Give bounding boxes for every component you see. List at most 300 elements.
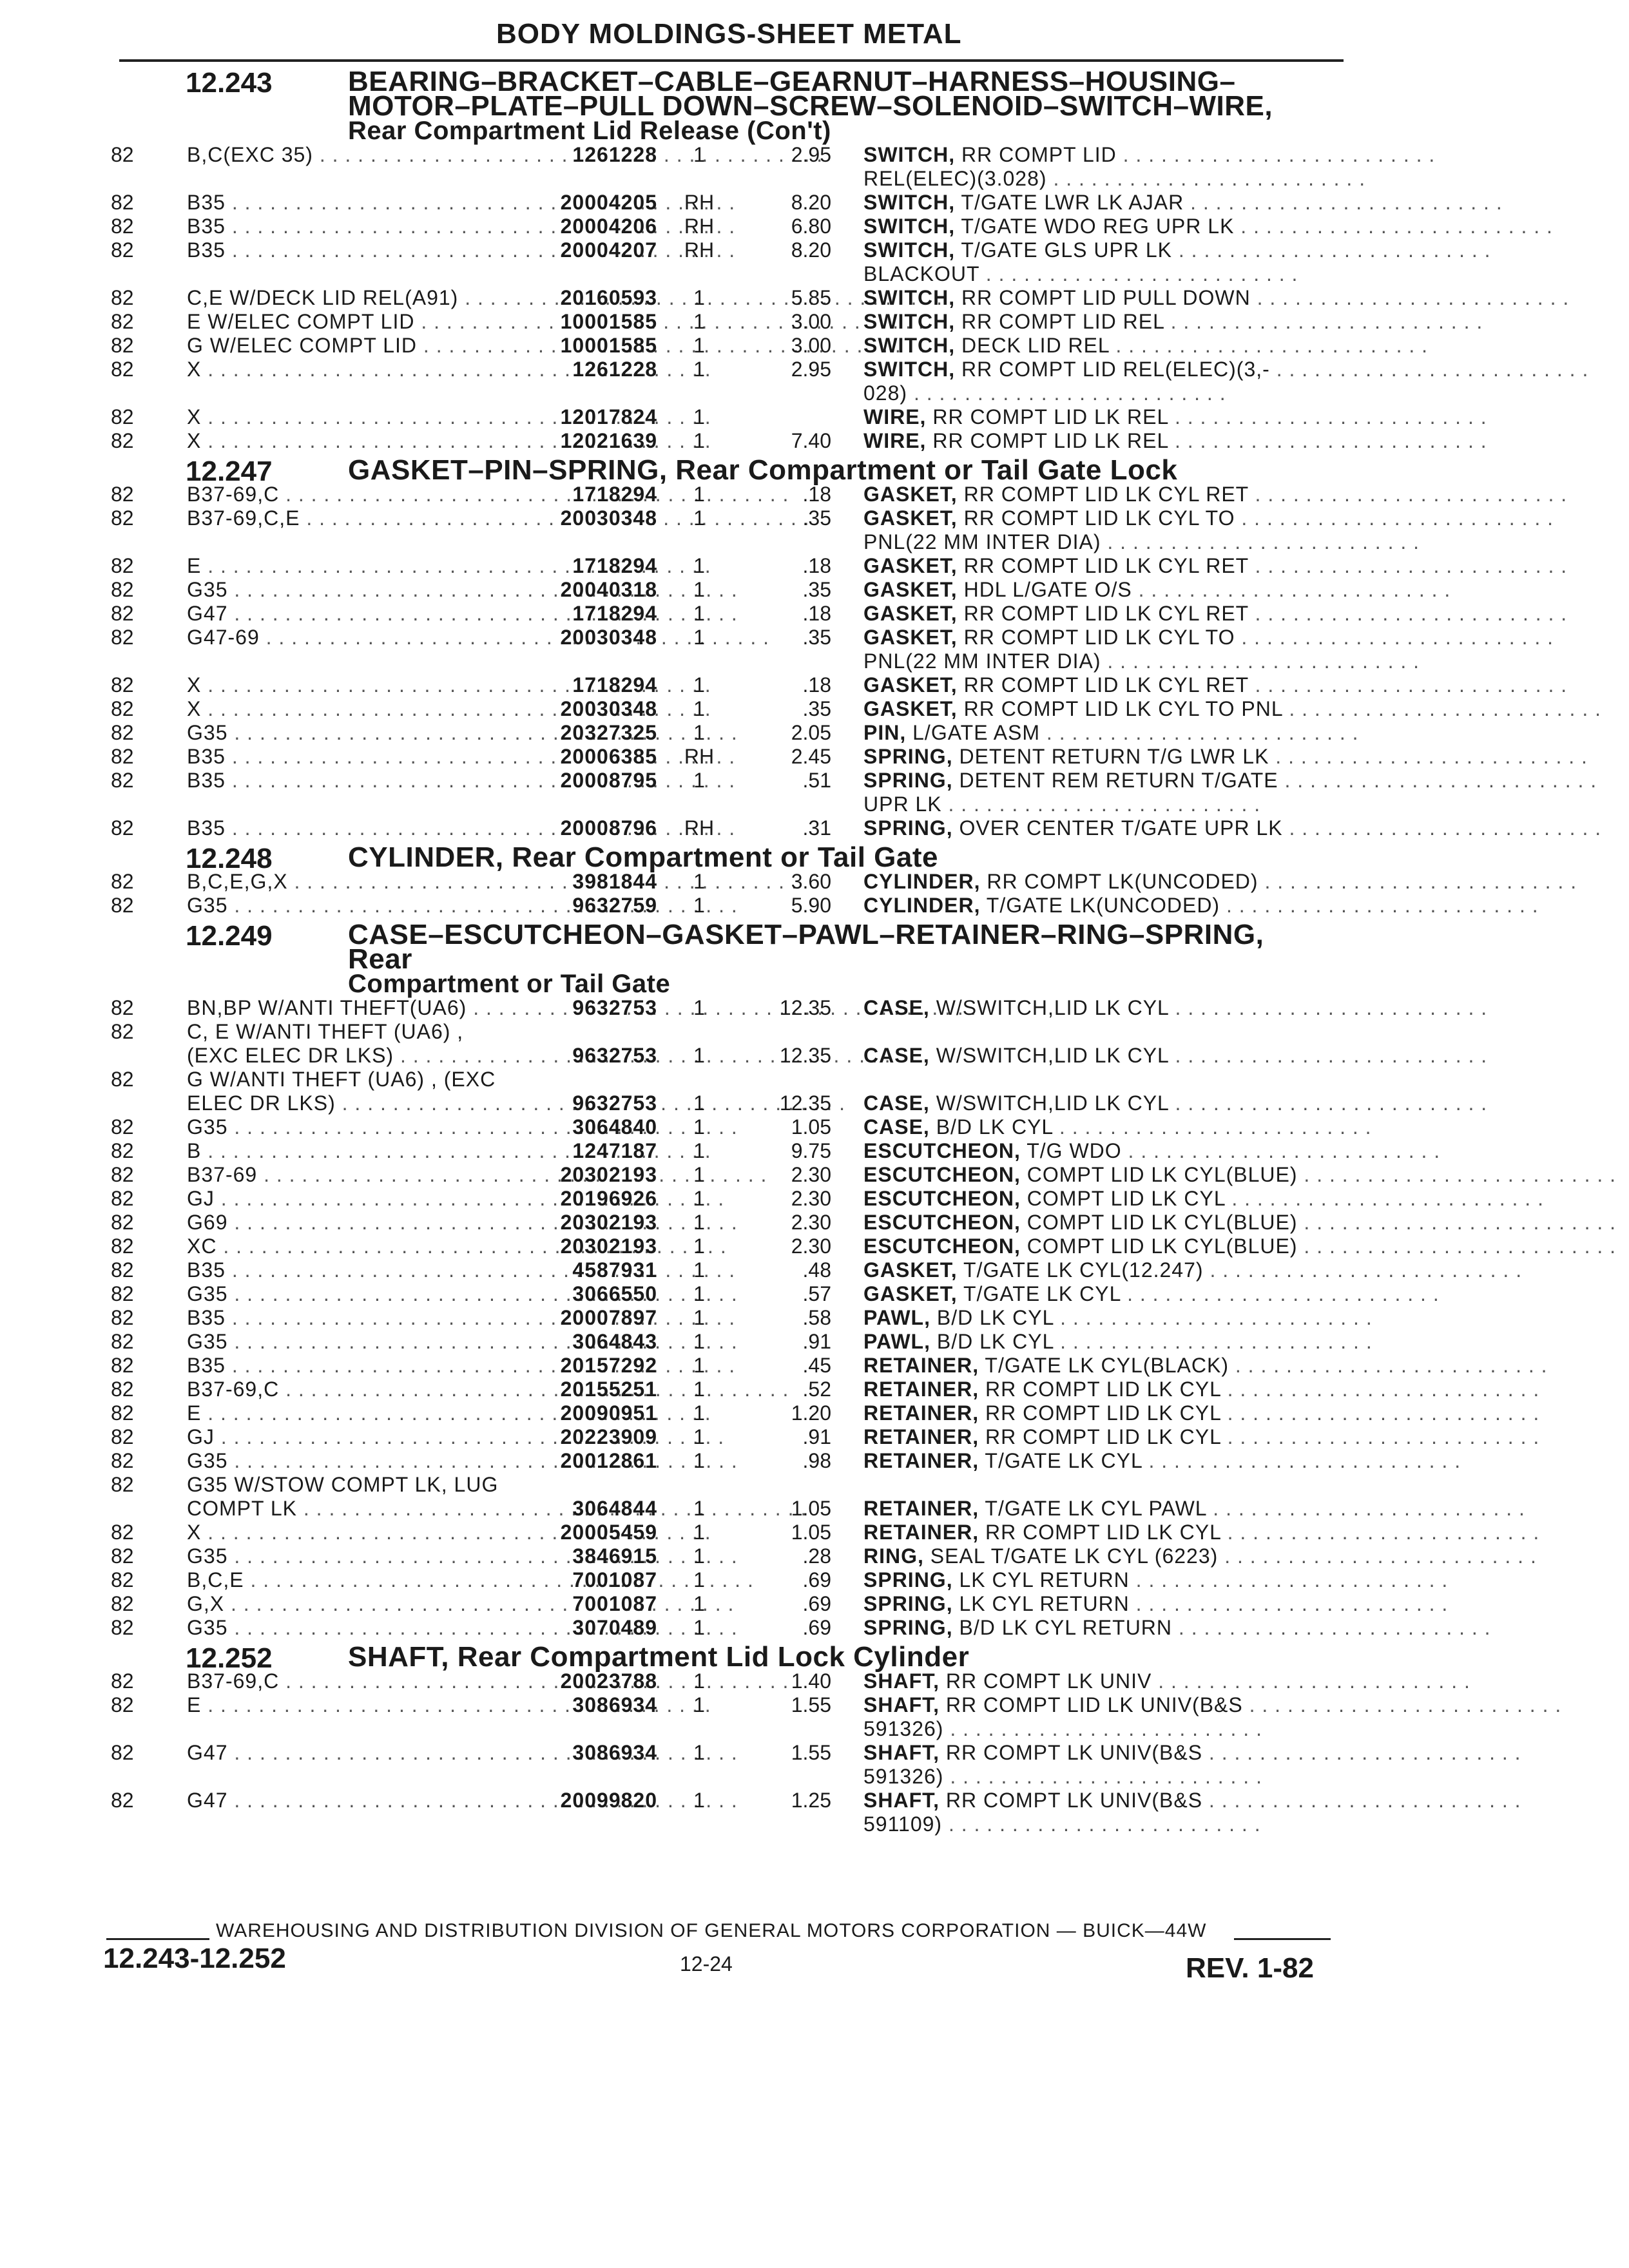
part-description-text: T/GATE GLS UPR LK — [961, 238, 1172, 262]
section-title — [348, 841, 1327, 873]
price: .35 — [802, 697, 831, 720]
quantity: 1 — [693, 1425, 705, 1448]
part-number: 3064840 — [572, 1115, 657, 1139]
part-name: RETAINER, — [863, 1425, 979, 1448]
section-subtitle: Compartment or Tail Gate — [348, 970, 671, 998]
parts-row-continuation — [0, 1812, 1629, 1836]
parts-row — [0, 1473, 1629, 1497]
part-description-text: UPR LK — [863, 793, 942, 816]
part-description — [863, 1693, 1562, 1717]
part-name: SWITCH, — [863, 215, 956, 238]
leader-dots: . . . . . . . . . . . . . . . . . . . . . . . . . — [942, 1812, 1261, 1836]
price: .48 — [802, 1258, 831, 1282]
part-description-text: RR COMPT LID REL(ELEC)(3,- — [961, 358, 1270, 381]
leader-dots: . . . . . . . . . . . . . . . . . . . . . . . . . — [1129, 1568, 1449, 1591]
quantity: 1 — [693, 1235, 705, 1258]
quantity: 1 — [693, 1693, 705, 1716]
quantity: 1 — [693, 1669, 705, 1693]
parts-row — [0, 334, 1629, 358]
model-application: C, E W/ANTI THEFT (UA6) , — [187, 1020, 464, 1043]
header-rule — [119, 59, 1344, 62]
quantity: RH — [684, 238, 715, 262]
quantity: 1 — [693, 506, 705, 530]
price: 3.60 — [791, 870, 831, 893]
parts-row — [0, 1425, 1629, 1449]
part-description-text: RR COMPT LID LK CYL RET — [963, 554, 1249, 577]
quantity: 1 — [693, 1091, 705, 1115]
leader-dots: . . . . . . . . . . . . . . . . . . . . . . . . . — [1121, 1282, 1440, 1305]
quantity: 1 — [693, 1115, 705, 1139]
model-application: G35 . . . — [187, 894, 522, 918]
part-description-text: 591326) — [863, 1765, 944, 1788]
leader-dots: . . . . . . . . . . . . . . . . . . . . . . . . . — [1206, 1497, 1525, 1520]
model-year: 82 — [111, 191, 134, 214]
leader-dots: . . . . . . . . . . . . . . . . . . . . . . . . . — [1258, 870, 1577, 893]
part-name: CASE, — [863, 1115, 930, 1139]
model-year: 82 — [111, 697, 134, 720]
leader-dots: . . . . . . . . . . . . . . . . . . . . . . . . . — [1054, 1330, 1373, 1353]
part-number: 10001585 — [560, 334, 657, 357]
model-year: 82 — [111, 1068, 134, 1091]
price: 1.40 — [791, 1669, 831, 1693]
model-application: X . . . — [187, 1521, 522, 1544]
part-description — [863, 602, 1568, 626]
model-application: G35 . . . — [187, 721, 522, 745]
part-description — [863, 483, 1568, 506]
leader-dots: . . . . . . . . . . . . . . . . . . . . . . . . . — [1168, 1091, 1488, 1115]
leader-dots: . . . . . . . . . . . . . . . . . . . . . . . . . — [1234, 215, 1553, 238]
parts-row — [0, 429, 1629, 453]
part-description-text: RR COMPT LID PULL DOWN — [961, 286, 1251, 309]
parts-row — [0, 816, 1629, 840]
model-application: E . . . — [187, 1401, 522, 1425]
leader-dots: . . . . . . . . . . . . . . . . . . . . . . . . . — [907, 381, 1226, 405]
leader-dots: . . . . . . . . . . . . . . . . . . . . . . . . . — [1172, 1616, 1491, 1639]
section-number: 12.248 — [186, 843, 273, 874]
part-description — [863, 1139, 1441, 1163]
part-number: 3064844 — [572, 1497, 657, 1520]
part-number: 20005459 — [560, 1521, 657, 1544]
part-name: SWITCH, — [863, 238, 956, 262]
part-description — [863, 143, 1436, 167]
part-description — [863, 578, 1451, 602]
model-year: 82 — [111, 143, 134, 166]
model-year: 82 — [111, 1789, 134, 1812]
model-application: G35 . . . — [187, 1330, 522, 1354]
part-description — [863, 673, 1568, 697]
part-description-text: DETENT RETURN T/G LWR LK — [959, 745, 1269, 768]
part-number: 20030348 — [560, 626, 657, 649]
part-description-text: RR COMPT LID LK CYL TO — [963, 626, 1235, 649]
model-application: G35 . . . — [187, 1449, 522, 1473]
model-application: G35 . . . — [187, 1115, 522, 1139]
model-application: B35 . . . — [187, 745, 522, 769]
part-number: 3086934 — [572, 1741, 657, 1764]
model-year: 82 — [111, 1616, 134, 1639]
model-application: G W/ANTI THEFT (UA6) , (EXC — [187, 1068, 496, 1091]
model-year: 82 — [111, 894, 134, 917]
model-year: 82 — [111, 1306, 134, 1329]
part-number: 20155251 — [560, 1378, 657, 1401]
part-number: 12017824 — [560, 405, 657, 428]
part-name: SWITCH, — [863, 310, 956, 333]
part-description-text: RR COMPT LID LK UNIV(B&S — [945, 1693, 1243, 1716]
part-description — [863, 1812, 1327, 1836]
model-application: B,C(EXC 35) . . . — [187, 143, 522, 167]
price: 12.35 — [779, 996, 831, 1019]
price: 1.05 — [791, 1115, 831, 1139]
model-year: 82 — [111, 1187, 134, 1210]
part-name: GASKET, — [863, 578, 958, 601]
leader-dots: . . . . . . . . . . . . . . . . . . . . . . . . . — [943, 1765, 1262, 1788]
parts-row — [0, 1789, 1629, 1812]
part-description — [863, 626, 1554, 649]
quantity: 1 — [693, 1187, 705, 1210]
part-description-text: COMPT LID LK CYL(BLUE) — [1027, 1235, 1298, 1258]
part-name: ESCUTCHEON, — [863, 1235, 1021, 1258]
price: .18 — [802, 483, 831, 506]
model-application: B35 . . . — [187, 769, 522, 793]
part-name: CASE, — [863, 1044, 930, 1067]
quantity: 1 — [693, 1378, 705, 1401]
part-name: GASKET, — [863, 1258, 958, 1282]
model-year: 82 — [111, 1473, 134, 1496]
price: .69 — [802, 1592, 831, 1615]
part-description — [863, 816, 1602, 840]
parts-row — [0, 673, 1629, 697]
part-name: SWITCH, — [863, 334, 956, 357]
parts-row-continuation — [0, 530, 1629, 554]
parts-row — [0, 215, 1629, 238]
leader-dots: . . . . . . . . . . . . . . . . . . . . . . . . . — [1269, 358, 1589, 381]
quantity: 1 — [693, 286, 705, 309]
part-description — [863, 1163, 1617, 1187]
part-number: 7001087 — [572, 1592, 657, 1615]
parts-row — [0, 1741, 1629, 1765]
part-name: SWITCH, — [863, 191, 956, 214]
parts-row — [0, 191, 1629, 215]
parts-row-continuation — [0, 793, 1629, 816]
quantity: RH — [684, 215, 715, 238]
parts-row — [0, 1521, 1629, 1544]
leader-dots: . . . . . . . . . . . . . . . . . . . . . . . . . — [979, 262, 1298, 285]
part-name: CASE, — [863, 996, 930, 1019]
part-description-text: 028) — [863, 381, 908, 405]
leader-dots: . . . . . . . . . . . . . . . . . . . . . . . . . — [943, 1717, 1262, 1740]
price: .51 — [802, 769, 831, 792]
part-number: 1261228 — [572, 143, 657, 166]
part-description — [863, 1258, 1523, 1282]
part-description — [863, 1354, 1548, 1378]
part-description-text: OVER CENTER T/GATE UPR LK — [959, 816, 1283, 840]
part-name: GASKET, — [863, 506, 958, 530]
model-year: 82 — [111, 1282, 134, 1305]
model-year: 82 — [111, 1693, 134, 1716]
part-description-text: T/GATE LK CYL — [985, 1449, 1142, 1472]
quantity: 1 — [693, 1497, 705, 1520]
model-year: 82 — [111, 996, 134, 1019]
quantity: 1 — [693, 1449, 705, 1472]
parts-row — [0, 769, 1629, 793]
footer-page-number: 12-24 — [680, 1952, 733, 1975]
section-title — [348, 920, 1327, 996]
section-subtitle: Rear Compartment Lid Release (Con't) — [348, 117, 831, 145]
parts-row — [0, 1306, 1629, 1330]
model-year: 82 — [111, 1568, 134, 1591]
part-number: 1718294 — [572, 554, 657, 577]
model-year: 82 — [111, 1521, 134, 1544]
quantity: 1 — [693, 894, 705, 917]
part-name: ESCUTCHEON, — [863, 1163, 1021, 1186]
leader-dots: . . . . . . . . . . . . . . . . . . . . . . . . . — [1229, 1354, 1548, 1377]
parts-row — [0, 1211, 1629, 1235]
part-number: 9632759 — [572, 894, 657, 917]
quantity: 1 — [693, 1330, 705, 1353]
quantity: 1 — [693, 721, 705, 744]
price: .57 — [802, 1282, 831, 1305]
part-name: RING, — [863, 1544, 924, 1568]
price: 2.30 — [791, 1235, 831, 1258]
part-description — [863, 215, 1553, 238]
parts-row — [0, 143, 1629, 167]
part-name: SWITCH, — [863, 358, 956, 381]
part-number: 1718294 — [572, 483, 657, 506]
leader-dots: . . . . . . . . . . . . . . . . . . . . . . . . . — [1282, 816, 1602, 840]
model-application: GJ . . . — [187, 1425, 522, 1449]
leader-dots: . . . . . . . . . . . . . . . . . . . . . . . . . — [1220, 894, 1539, 917]
part-name: SPRING, — [863, 816, 953, 840]
quantity: 1 — [693, 996, 705, 1019]
part-description-text: T/GATE LK(UNCODED) — [986, 894, 1220, 917]
quantity: 1 — [693, 310, 705, 333]
quantity: 1 — [693, 1521, 705, 1544]
price: 2.95 — [791, 143, 831, 166]
section-number: 12.249 — [186, 920, 273, 952]
part-description-text: W/SWITCH,LID LK CYL — [936, 996, 1169, 1019]
quantity: 1 — [693, 870, 705, 893]
part-description — [863, 530, 1420, 554]
quantity: 1 — [693, 405, 705, 428]
parts-row — [0, 1568, 1629, 1592]
quantity: 1 — [693, 1592, 705, 1615]
parts-row — [0, 238, 1629, 262]
leader-dots: . . . . . . . . . . . . . . . . . . . . . . . . . — [1040, 721, 1359, 744]
model-year: 82 — [111, 1449, 134, 1472]
part-description-text: PNL(22 MM INTER DIA) — [863, 530, 1101, 553]
part-description-text: T/GATE LK CYL PAWL — [985, 1497, 1207, 1520]
part-description — [863, 1789, 1521, 1812]
leader-dots: . . . . . . . . . . . . . . . . . . . . . . . . . — [1202, 1741, 1521, 1764]
parts-listing — [0, 64, 1629, 1836]
model-year: 82 — [111, 238, 134, 262]
part-description — [863, 1449, 1461, 1473]
model-application: B,C,E . . . — [187, 1568, 522, 1592]
model-year: 82 — [111, 554, 134, 577]
part-description — [863, 870, 1577, 894]
part-name: GASKET, — [863, 554, 958, 577]
quantity: 1 — [693, 1306, 705, 1329]
part-name: GASKET, — [863, 483, 958, 506]
part-name: RETAINER, — [863, 1401, 979, 1425]
part-number: 20160593 — [560, 286, 657, 309]
price: 2.45 — [791, 745, 831, 768]
quantity: 1 — [693, 1139, 705, 1162]
part-number: 20006385 — [560, 745, 657, 768]
model-year: 82 — [111, 405, 134, 428]
part-description — [863, 649, 1420, 673]
part-description-text: REL(ELEC)(3.028) — [863, 167, 1047, 190]
part-description-text: RR COMPT LID LK CYL — [985, 1401, 1221, 1425]
parts-row — [0, 602, 1629, 626]
part-description-text: COMPT LID LK CYL(BLUE) — [1027, 1211, 1298, 1234]
leader-dots: . . . . . . . . . . . . . . . . . . . . . . . . . — [1132, 578, 1451, 601]
part-number: 20004206 — [560, 215, 657, 238]
section-title-line: CYLINDER, Rear Compartment or Tail Gate — [348, 841, 938, 873]
leader-dots: . . . . . . . . . . . . . . . . . . . . . . . . . — [1220, 1425, 1540, 1448]
part-description — [863, 1235, 1617, 1258]
part-description-text: T/GATE LK CYL(BLACK) — [985, 1354, 1229, 1377]
leader-dots: . . . . . . . . . . . . . . . . . . . . . . . . . — [1184, 191, 1503, 214]
part-description-text: RR COMPT LID LK CYL — [985, 1378, 1221, 1401]
part-name: CASE, — [863, 1091, 930, 1115]
model-application: G W/ELEC COMPT LID . . . — [187, 334, 522, 358]
section-number: 12.247 — [186, 456, 273, 487]
leader-dots: . . . . . . . . . . . . . . . . . . . . . . . . . — [1248, 673, 1568, 697]
price: 2.30 — [791, 1163, 831, 1186]
model-application: B35 . . . — [187, 238, 522, 262]
model-application: B,C,E,G,X . . . — [187, 870, 522, 894]
part-description-text: DECK LID REL — [961, 334, 1110, 357]
price: 1.25 — [791, 1789, 831, 1812]
model-application: G35 . . . — [187, 1616, 522, 1640]
part-description — [863, 1717, 1327, 1741]
model-application: C,E W/DECK LID REL(A91) . . . — [187, 286, 522, 310]
part-number: 20196926 — [560, 1187, 657, 1210]
part-description-text: B/D LK CYL — [936, 1306, 1054, 1329]
model-year: 82 — [111, 429, 134, 452]
price: .18 — [802, 673, 831, 697]
model-application: B37-69 . . . — [187, 1163, 522, 1187]
model-application: B35 . . . — [187, 1306, 522, 1330]
quantity: 1 — [693, 1163, 705, 1186]
section-title-line: BEARING–BRACKET–CABLE–GEARNUT–HARNESS–HOUSING– — [348, 66, 1236, 97]
parts-row — [0, 745, 1629, 769]
model-application: G35 W/STOW COMPT LK, LUG — [187, 1473, 499, 1496]
part-description — [863, 1544, 1537, 1568]
part-number: 20302193 — [560, 1211, 657, 1234]
part-description-text: RR COMPT LID LK CYL TO PNL — [963, 697, 1283, 720]
price: 1.20 — [791, 1401, 831, 1425]
parts-row — [0, 1616, 1629, 1640]
part-description — [863, 1497, 1525, 1521]
quantity: 1 — [693, 1568, 705, 1591]
parts-row — [0, 310, 1629, 334]
part-name: SHAFT, — [863, 1789, 940, 1812]
quantity: 1 — [693, 483, 705, 506]
part-description-text: T/GATE WDO REG UPR LK — [961, 215, 1235, 238]
part-description-text: HDL L/GATE O/S — [963, 578, 1132, 601]
part-description — [863, 1187, 1544, 1211]
model-application: E . . . — [187, 1693, 522, 1717]
part-number: 3064843 — [572, 1330, 657, 1353]
section-number: 12.243 — [186, 67, 273, 99]
price: 8.20 — [791, 238, 831, 262]
part-description-text: LK CYL RETURN — [959, 1592, 1130, 1615]
price: .98 — [802, 1449, 831, 1472]
leader-dots: . . . . . . . . . . . . . . . . . . . . . . . . . — [1164, 310, 1483, 333]
part-number: 3981844 — [572, 870, 657, 893]
part-description — [863, 381, 1327, 405]
part-description-text: DETENT REM RETURN T/GATE — [959, 769, 1278, 792]
parts-row — [0, 1669, 1629, 1693]
price: .69 — [802, 1568, 831, 1591]
part-name: SPRING, — [863, 1616, 953, 1639]
quantity: 1 — [693, 626, 705, 649]
price: .35 — [802, 578, 831, 601]
quantity: 1 — [693, 429, 705, 452]
part-description-text: RR COMPT LID LK CYL RET — [963, 673, 1249, 697]
part-description — [863, 1616, 1491, 1640]
parts-row — [0, 1354, 1629, 1378]
parts-row — [0, 1163, 1629, 1187]
price: 2.95 — [791, 358, 831, 381]
part-name: RETAINER, — [863, 1378, 979, 1401]
part-number: 20157292 — [560, 1354, 657, 1377]
quantity: 1 — [693, 1282, 705, 1305]
part-name: RETAINER, — [863, 1354, 979, 1377]
model-application: G47 . . . — [187, 1741, 522, 1765]
model-year: 82 — [111, 578, 134, 601]
part-description-text: W/SWITCH,LID LK CYL — [936, 1091, 1169, 1115]
part-description — [863, 1115, 1372, 1139]
quantity: 1 — [693, 602, 705, 625]
part-number: 7001087 — [572, 1568, 657, 1591]
quantity: 1 — [693, 1789, 705, 1812]
footer-revision: REV. 1-82 — [1186, 1952, 1314, 1984]
part-description-text: RR COMPT LID LK CYL — [985, 1521, 1221, 1544]
parts-row — [0, 1187, 1629, 1211]
price: 2.05 — [791, 721, 831, 744]
price: 5.90 — [791, 894, 831, 917]
part-number: 9632753 — [572, 1044, 657, 1067]
catalog-section — [0, 843, 1629, 918]
part-name: RETAINER, — [863, 1497, 979, 1520]
leader-dots: . . . . . . . . . . . . . . . . . . . . . . . . . — [1242, 1693, 1562, 1716]
quantity: 1 — [693, 1211, 705, 1234]
parts-row-continuation — [0, 381, 1629, 405]
part-name: GASKET, — [863, 1282, 958, 1305]
model-application: XC . . . — [187, 1235, 522, 1258]
leader-dots: . . . . . . . . . . . . . . . . . . . . . . . . . — [1235, 506, 1554, 530]
price: 5.85 — [791, 286, 831, 309]
part-description — [863, 310, 1483, 334]
price: .35 — [802, 506, 831, 530]
leader-dots: . . . . . . . . . . . . . . . . . . . . . . . . . — [1203, 1258, 1523, 1282]
part-description-text: T/GATE LK CYL — [963, 1282, 1121, 1305]
model-application: E . . . — [187, 554, 522, 578]
leader-dots: . . . . . . . . . . . . . . . . . . . . . . . . . — [1109, 334, 1429, 357]
part-name: CYLINDER, — [863, 894, 981, 917]
part-description — [863, 1425, 1540, 1449]
part-number: 20023788 — [560, 1669, 657, 1693]
part-name: RETAINER, — [863, 1449, 979, 1472]
part-name: SHAFT, — [863, 1693, 940, 1716]
price: 3.00 — [791, 310, 831, 333]
parts-row — [0, 1330, 1629, 1354]
model-year: 82 — [111, 1258, 134, 1282]
part-description — [863, 1282, 1440, 1306]
parts-row — [0, 578, 1629, 602]
